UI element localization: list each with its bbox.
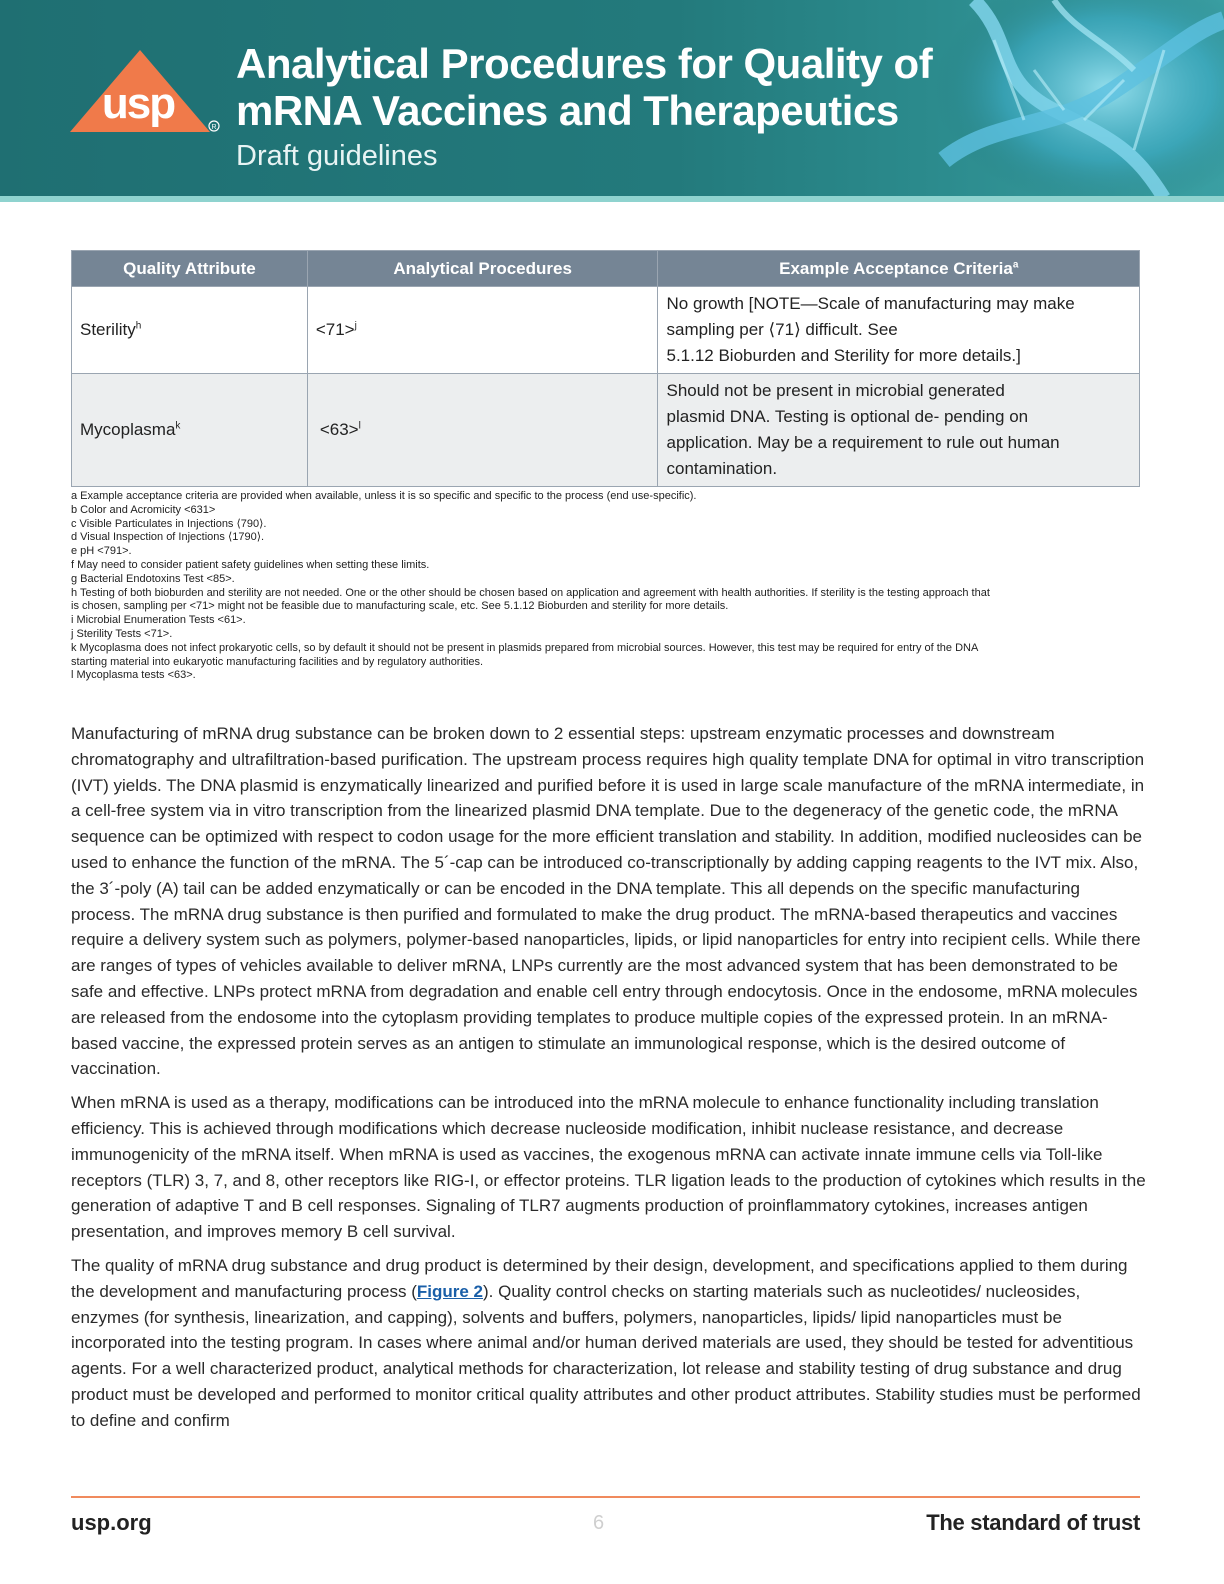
footnote: b Color and Acromicity <631> — [71, 503, 216, 516]
footer-divider — [71, 1496, 1140, 1498]
footnote: g Bacterial Endotoxins Test <85>. — [71, 572, 235, 585]
title-line-2: mRNA Vaccines and Therapeutics — [236, 87, 899, 134]
paragraph: When mRNA is used as a therapy, modifications can be introduced into the mRNA molecule to enhance functionality including translation efficiency. This is achieved through modifications which decrease nucleoside modification, inhibit nuclease resistance, and decrease immunogenicity of the mRNA itself. When mRNA is used as vaccines, the exogenous mRNA can activate innate immune cells via Toll-like receptors (TLR) 3, 7, and 8, other receptors like RIG-I, or effector proteins. TLR ligation leads to the production of cytokines which results in the generation of adaptive T and B cell responses. Signaling of TLR7 augments production of proinflammatory cytokines, increases antigen presentation, and improves memory B cell survival. — [71, 1093, 1146, 1242]
quality-attribute-table — [71, 250, 1140, 487]
figure-2-link[interactable]: Figure 2 — [416, 1281, 483, 1301]
footnote: e pH <791>. — [71, 545, 132, 558]
page-number: 6 — [593, 1512, 605, 1534]
footer-website: usp.org — [71, 1510, 152, 1535]
footnote: i Microbial Enumeration Tests <61>. — [71, 614, 246, 627]
page-title — [236, 40, 1016, 134]
footnote: j Sterility Tests <71>. — [71, 627, 173, 640]
table-row — [72, 287, 1140, 374]
header-quality-attribute: Quality Attribute — [72, 251, 308, 287]
header-acceptance-criteria: Example Acceptance Criteria$^a$ — [658, 251, 1140, 287]
cell-procedure: <63>$^l$ — [307, 374, 658, 487]
header-banner — [0, 0, 1224, 198]
table-footnotes — [71, 490, 1141, 683]
cell-procedure: <71>$^j$ — [307, 287, 658, 374]
header-analytical-procedures: Analytical Procedures — [307, 251, 658, 287]
table-header-row — [72, 251, 1140, 287]
cell-criteria: No growth [NOTE—Scale of manufacturing may make sampling per ⟨71⟩ difficult. See 5.1.12 Bioburden and Sterility for more details.] — [658, 287, 1140, 374]
body-text — [71, 721, 1146, 1442]
usp-logo-text: usp — [101, 79, 175, 128]
usp-logo — [70, 50, 220, 140]
svg-text:R: R — [211, 124, 217, 131]
footnote-continuation: is chosen, sampling per <71> might not be feasible due to manufacturing scale, etc. See 5.1.12 Bioburden and sterility for more details. — [71, 600, 729, 613]
cell-criteria: Should not be present in microbial generated plasmid DNA. Testing is optional de- pending on application. May be a requirement to rule out human contamination. — [658, 374, 1140, 487]
table-row — [72, 374, 1140, 487]
footnote: c Visible Particulates in Injections ⟨790⟩. — [71, 517, 267, 530]
paragraph: The quality of mRNA drug substance and drug product is determined by their design, development, and specifications applied to them during the development and manufacturing process (Figure 2). Quality control checks on starting materials such as nucleotides/ nucleosides, enzymes (for synthesis, linearization, and capping), solvents and buffers, polymers, nanoparticles, lipids/ lipid nanoparticles must be incorporated into the testing program. In cases where animal and/or human derived materials are used, they should be tested for adventitious agents. For a well characterized product, analytical methods for characterization, lot release and stability testing of drug substance and drug product must be developed and performed to monitor critical quality attributes and other product attributes. Stability studies must be performed to define and confirm — [71, 1255, 1141, 1430]
footnote-continuation: starting material into eukaryotic manufacturing facilities and by regulatory authorities. — [71, 655, 484, 668]
footnote: l Mycoplasma tests <63>. — [71, 669, 196, 682]
title-line-1: Analytical Procedures for Quality of — [236, 40, 933, 87]
footer-tagline: The standard of trust — [926, 1510, 1140, 1535]
footnote: k Mycoplasma does not infect prokaryotic cells, so by default it should not be present in plasmids prepared from microbial sources. However, this test may be required for entry of the DNA — [71, 641, 979, 654]
footnote: f May need to consider patient safety guidelines when setting these limits. — [71, 558, 430, 571]
banner-accent-stripe — [0, 196, 1224, 202]
page-subtitle: Draft guidelines — [236, 140, 438, 172]
cell-attribute: Sterility$^h$ — [72, 287, 308, 374]
footnote: h Testing of both bioburden and sterility are not needed. One or the other should be chosen based on application and agreement with health authorities. If sterility is the testing approach that — [71, 586, 990, 599]
paragraph: Manufacturing of mRNA drug substance can be broken down to 2 essential steps: upstream enzymatic processes and downstream chromatography and ultrafiltration-based purification. The upstream process requires high quality template DNA for optimal in vitro transcription (IVT) yields. The DNA plasmid is enzymatically linearized and purified before it is used in large scale manufacture of the mRNA intermediate, in a cell-free system via in vitro transcription from the linearized plasmid DNA template. Due to the degeneracy of the genetic code, the mRNA sequence can be optimized with respect to codon usage for the more efficient translation and stability. In addition, modified nucleosides can be used to enhance the function of the mRNA. The 5´-cap can be introduced co-transcriptionally by adding capping reagents to the IVT mix. Also, the 3´-poly (A) tail can be added enzymatically or can be encoded in the DNA template. This all depends on the specific manufacturing process. The mRNA drug substance is then purified and formulated to make the drug product. The mRNA-based therapeutics and vaccines require a delivery system such as polymers, polymer-based nanoparticles, lipids, or lipid nanoparticles for entry into recipient cells. While there are ranges of types of vehicles available to deliver mRNA, LNPs currently are the most advanced system that has been demonstrated to be safe and effective. LNPs protect mRNA from degradation and enable cell entry through endocytosis. Once in the endosome, mRNA molecules are released from the endosome into the cytoplasm providing templates to produce multiple copies of the expressed protein. In an mRNA-based vaccine, the expressed protein serves as an antigen to stimulate an immunological response, which is the desired outcome of vaccination. — [71, 724, 1145, 1079]
cell-attribute: Mycoplasma$^k$ — [72, 374, 308, 487]
footnote: a Example acceptance criteria are provided when available, unless it is so specific and specific to the process (end use-specific). — [71, 490, 697, 502]
footnote: d Visual Inspection of Injections ⟨1790⟩. — [71, 531, 265, 544]
